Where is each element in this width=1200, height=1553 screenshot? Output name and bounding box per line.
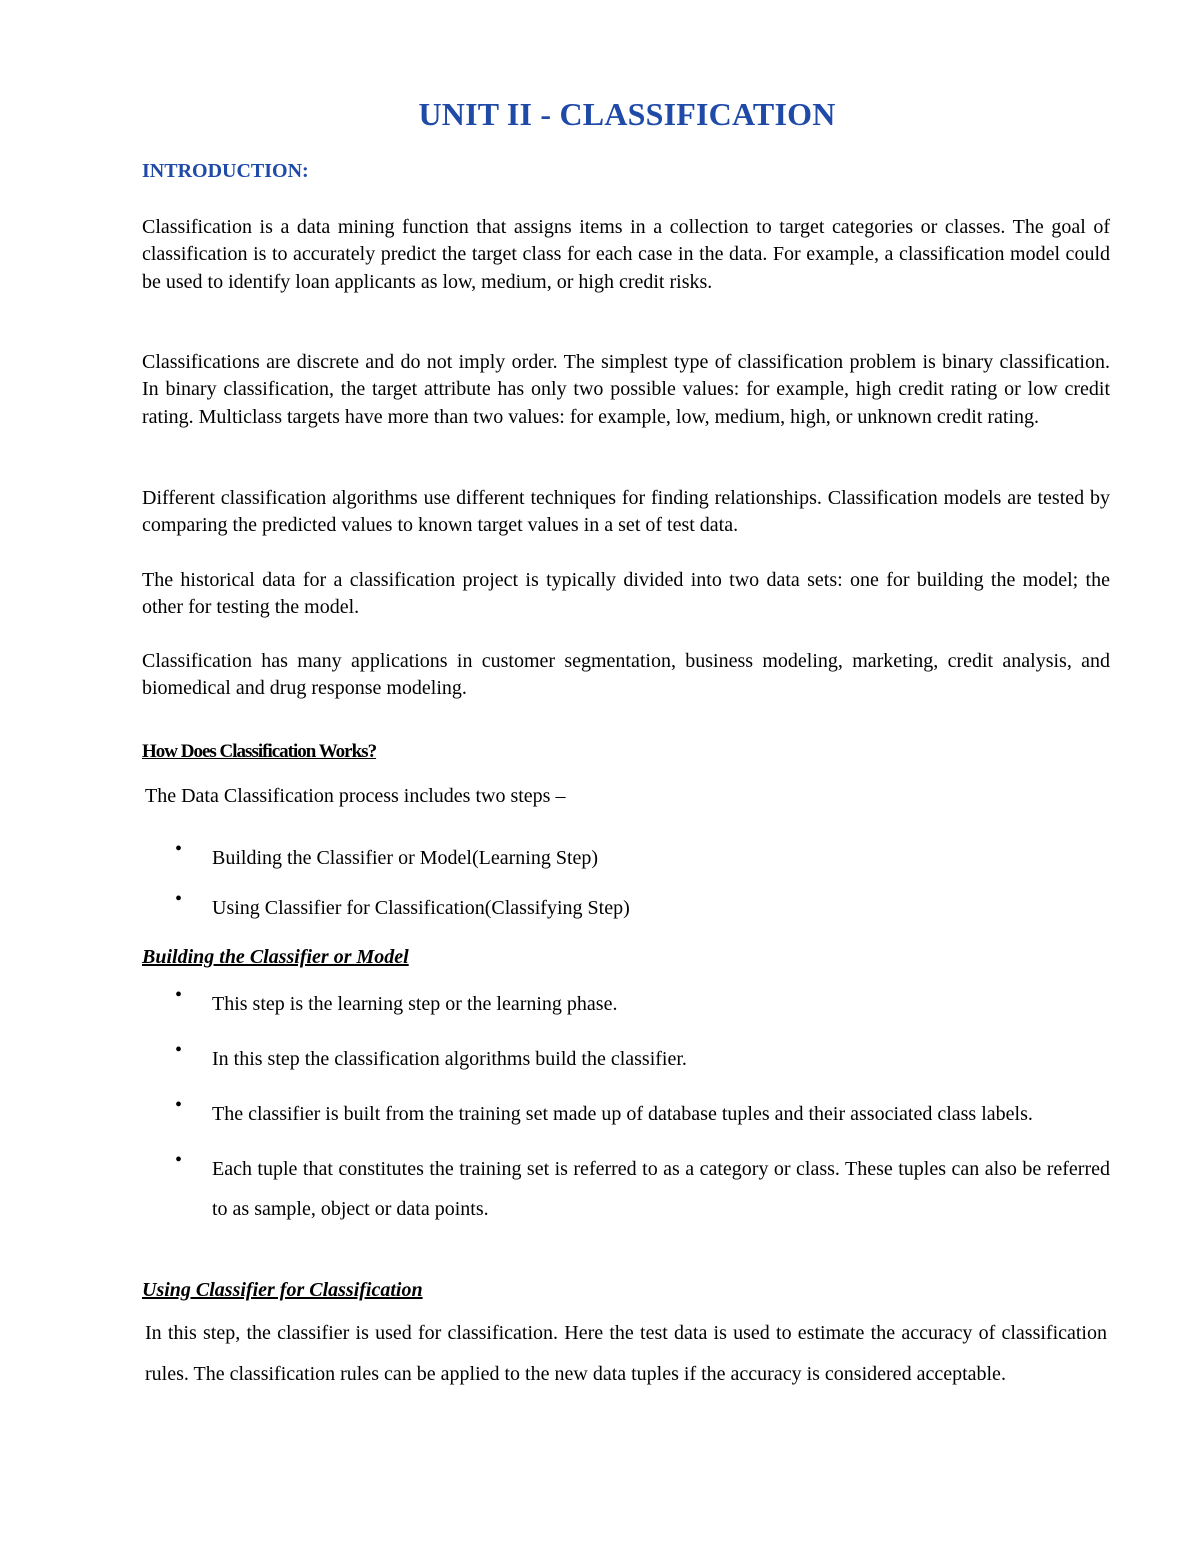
list-item: [142, 1094, 1110, 1134]
list-item: [142, 984, 1110, 1024]
list-item-text: The classifier is built from the training set made up of database tuples and their associated class labels.: [212, 1103, 1033, 1125]
bullet-icon: •: [175, 838, 183, 860]
bullet-icon: •: [175, 1039, 183, 1061]
list-item-text: In this step the classification algorithms build the classifier.: [212, 1048, 687, 1070]
introduction-heading: INTRODUCTION:: [142, 160, 309, 182]
paragraph-4: The historical data for a classification project is typically divided into two data sets: one for building the model; the other for testing the model.: [142, 569, 1110, 619]
paragraph-2: Classifications are discrete and do not imply order. The simplest type of classification problem is binary classification. In binary classification, the target attribute has only two possible values: for example, high credit rating or low credit rating. Multiclass targets have more than two values: for example, low, medium, high, or unknown credit rating.: [142, 351, 1110, 428]
paragraph-3: Different classification algorithms use different techniques for finding relationships. Classification models are tested by comparing the predicted values to known target values in a set of test data.: [142, 487, 1110, 537]
list-item-text: Using Classifier for Classification(Classifying Step): [212, 897, 630, 919]
list-item: [142, 1149, 1110, 1229]
paragraph-1: Classification is a data mining function that assigns items in a collection to target categories or classes. The goal of classification is to accurately predict the target class for each case in the data. For example, a classification model could be used to identify loan applicants as low, medium, or high credit risks.: [142, 216, 1110, 293]
list-item-text: This step is the learning step or the learning phase.: [212, 993, 618, 1015]
how-it-works-heading: How Does Classification Works?: [142, 741, 377, 762]
using-classifier-heading: Using Classifier for Classification: [142, 1279, 423, 1301]
building-points-list: [142, 984, 1110, 1229]
bullet-icon: •: [175, 1094, 183, 1116]
how-it-works-intro: The Data Classification process includes two steps –: [145, 785, 566, 807]
using-classifier-paragraph: In this step, the classifier is used for classification. Here the test data is used to estimate the accuracy of classification rules. The classification rules can be applied to the new data tuples if the accuracy is considered acceptable.: [145, 1322, 1107, 1385]
list-item: [142, 1039, 1110, 1079]
list-item: [142, 838, 1110, 878]
bullet-icon: •: [175, 984, 183, 1006]
paragraph-5: Classification has many applications in customer segmentation, business modeling, marketing, credit analysis, and biomedical and drug response modeling.: [142, 650, 1110, 700]
bullet-icon: •: [175, 888, 183, 910]
steps-list: [142, 838, 1110, 928]
bullet-icon: •: [175, 1149, 183, 1171]
page-title: UNIT II - CLASSIFICATION: [418, 96, 836, 132]
list-item: [142, 888, 1110, 928]
building-classifier-heading: Building the Classifier or Model: [142, 946, 409, 968]
list-item-text: Building the Classifier or Model(Learning Step): [212, 847, 599, 869]
list-item-text: Each tuple that constitutes the training set is referred to as a category or class. These tuples can also be referred to as sample, object or data points.: [212, 1158, 1110, 1220]
